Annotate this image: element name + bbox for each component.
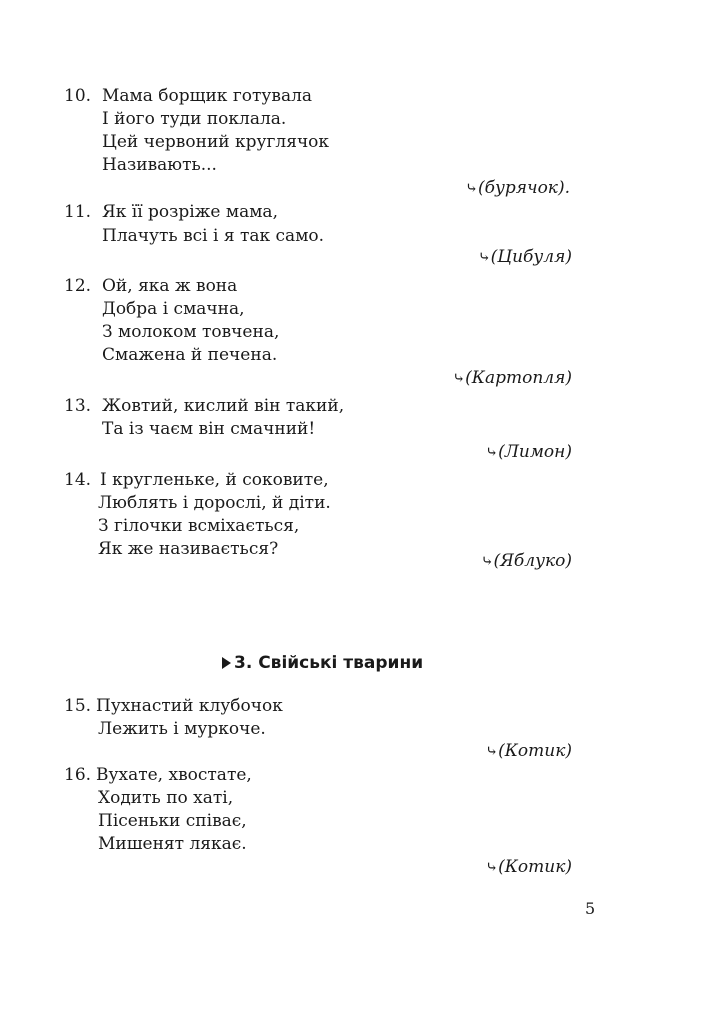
riddle-number: 16. — [64, 765, 92, 785]
answer-arrow-icon: ⤷ — [485, 742, 499, 760]
riddle-answer — [481, 551, 572, 571]
riddle-line: І його туди поклала. — [102, 109, 287, 129]
riddle-line: Жовтий, кислий він такий, — [102, 396, 345, 416]
page-number: 5 — [585, 899, 596, 918]
answer-arrow-icon: ⤷ — [478, 248, 491, 266]
answer-text: (Лимон) — [498, 442, 572, 462]
riddle-answer — [453, 368, 572, 388]
riddle-line: З гілочки всміхається, — [98, 516, 300, 536]
riddle-line: Називають... — [102, 155, 217, 175]
riddle-line: Як її розріже мама, — [102, 202, 278, 222]
answer-arrow-icon: ⤷ — [465, 179, 478, 197]
riddle-number: 15. — [64, 696, 92, 716]
answer-arrow-icon: ⤷ — [480, 552, 494, 570]
riddle-line: Добра і смачна, — [102, 299, 245, 319]
triangle-right-icon — [222, 657, 231, 669]
answer-text: (Яблуко) — [493, 551, 572, 571]
answer-arrow-icon: ⤷ — [485, 858, 499, 876]
answer-arrow-icon: ⤷ — [485, 443, 499, 461]
answer-arrow-icon: ⤷ — [452, 369, 466, 387]
riddle-number: 11. — [64, 202, 92, 222]
riddle-answer — [478, 247, 572, 267]
riddle-number: 14. — [64, 470, 92, 490]
answer-text: (Цибуля) — [490, 247, 572, 267]
riddle-line: Ой, яка ж вона — [102, 276, 238, 296]
riddle-answer — [465, 178, 570, 198]
riddle-line: Та із чаєм він смачний! — [102, 419, 316, 439]
riddle-answer — [486, 741, 572, 761]
riddle-number: 12. — [64, 276, 92, 296]
riddle-line: Пісеньки співає, — [98, 811, 247, 831]
section-heading — [222, 652, 423, 674]
riddle-answer — [485, 442, 572, 462]
riddle-line: Мишенят лякає. — [98, 834, 247, 854]
riddle-number: 10. — [64, 86, 92, 106]
riddle-line: Вухате, хвостате, — [96, 765, 252, 785]
riddle-line: Пухнастий клубочок — [96, 696, 283, 716]
riddle-line: Смажена й печена. — [102, 345, 278, 365]
answer-text: (Котик) — [498, 741, 572, 761]
riddle-line: Як же називається? — [98, 539, 279, 559]
riddle-line: Лежить і муркоче. — [98, 719, 266, 739]
answer-text: (Котик) — [498, 857, 572, 877]
riddle-line: Плачуть всі і я так само. — [102, 226, 325, 246]
riddle-number: 13. — [64, 396, 92, 416]
riddle-line: І кругленьке, й соковите, — [100, 470, 329, 490]
answer-text: (бурячок). — [477, 178, 570, 198]
riddle-line: Люблять і дорослі, й діти. — [98, 493, 331, 513]
section-title: 3. Свійські тварини — [234, 653, 424, 673]
riddle-line: З молоком товчена, — [102, 322, 280, 342]
riddle-answer — [486, 857, 572, 877]
riddle-line: Цей червоний круглячок — [102, 132, 330, 152]
riddle-line: Ходить по хаті, — [98, 788, 234, 808]
riddle-line: Мама борщик готувала — [102, 86, 313, 106]
answer-text: (Картопля) — [465, 368, 572, 388]
